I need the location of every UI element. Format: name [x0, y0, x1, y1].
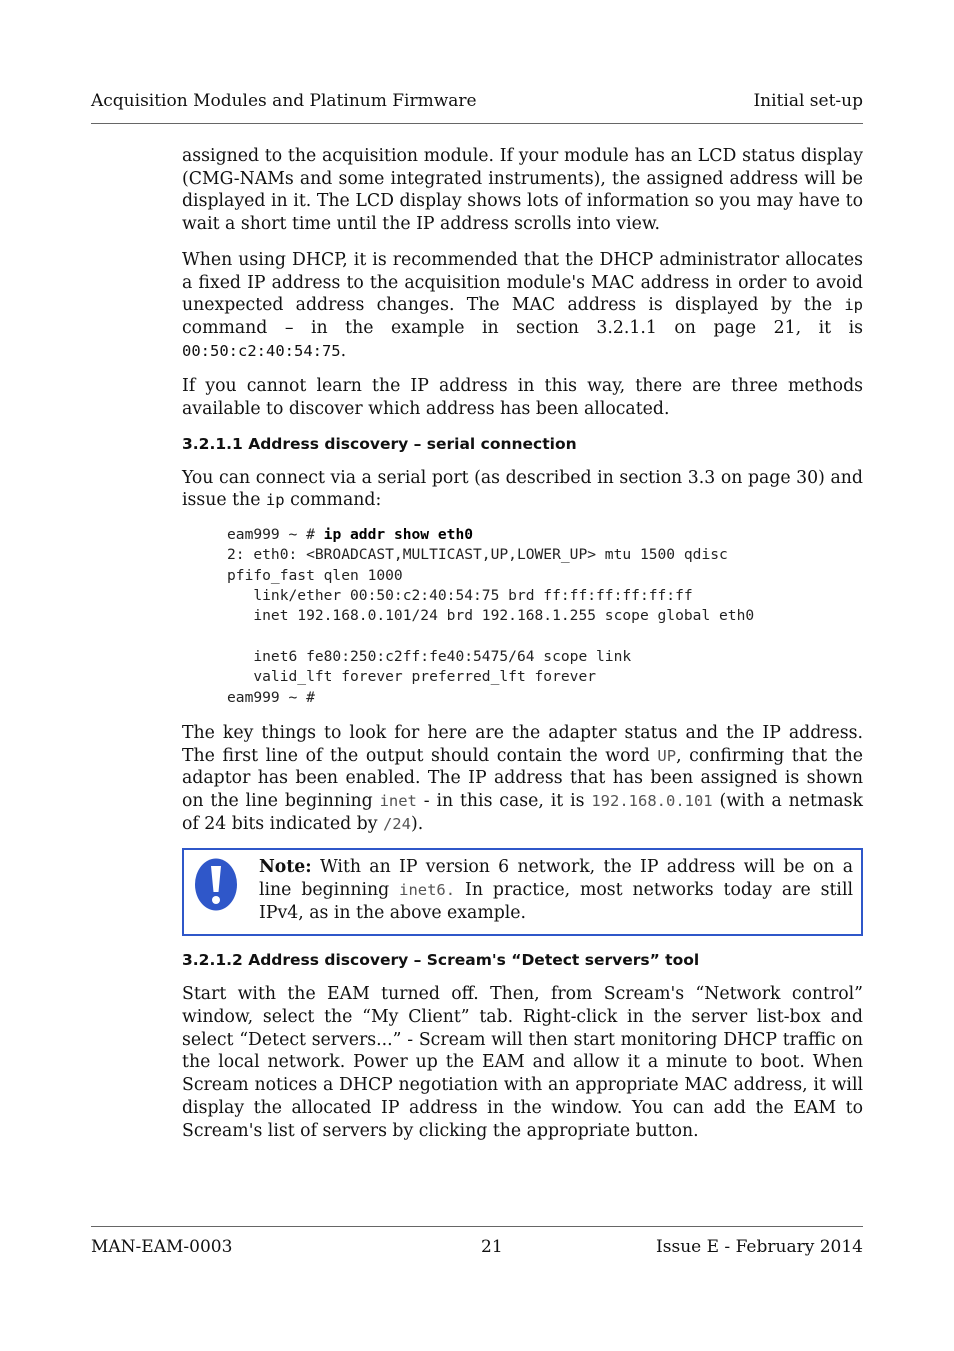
document-id: MAN-EAM-0003	[91, 1237, 233, 1257]
code-command: ip addr show eth0	[323, 526, 474, 544]
page-header	[91, 90, 863, 124]
issue-date: Issue E - February 2014	[656, 1237, 863, 1257]
paragraph: When using DHCP, it is recommended that the DHCP administrator allocates a fixed IP address to the acquisition module's MAC address in order to avoid unexpected address changes. The MAC address is displayed by the ip command – in the example in section 3.2.1.1 on page 21, it is 00:50:c2:40:54:75.	[182, 249, 863, 361]
paragraph: assigned to the acquisition module. If your module has an LCD status display (CMG-NAMs and some integrated instruments), the assigned address will be displayed in it. The LCD display shows lots of information so you may have to wait a short time until the IP address scrolls into view.	[182, 146, 863, 235]
paragraph: The key things to look for here are the adapter status and the IP address. The first line of the output should contain the word UP, confirming that the adaptor has been enabled. The IP address that has been assigned is shown on the line beginning inet - in this case, it is 192.168.0.101 (with a netmask of 24 bits indicated by /24).	[182, 722, 864, 834]
exclamation-icon	[194, 857, 238, 912]
header-title: Acquisition Modules and Platinum Firmware	[91, 91, 477, 111]
inline-code: inet6.	[399, 881, 456, 900]
inline-code: ip	[844, 296, 863, 315]
header-section: Initial set-up	[753, 91, 863, 111]
inline-code: ip	[265, 491, 285, 510]
paragraph: Start with the EAM turned off. Then, from Scream's “Network control” window, select the “My Client” tab. Right-click in the server list-box and select “Detect servers...” - Scream will then start monitoring DHCP traffic on the local network. Power up the EAM and allow it a minute to boot. When Scream notices a DHCP negotiation with an appropriate MAC address, it will display the allocated IP address in the window. You can add the EAM to Scream's list of servers by clicking the appropriate button.	[182, 984, 863, 1141]
section-heading: 3.2.1.1 Address discovery – serial connection	[182, 434, 577, 453]
inline-code: UP	[657, 746, 677, 765]
code-output: 2: eth0: <BROADCAST,MULTICAST,UP,LOWER_UP> mtu 1500 qdisc pfifo_fast qlen 1000 link/ether 00:50:c2:40:54:75 brd ff:ff:ff:ff:ff:ff inet 192.168.0.101/24 brd 192.168.1.255 scope global eth0 inet6 fe80:250:c2ff:fe40:5475/64 scope link valid_lft forever preferred_lft forever eam999 ~ #	[227, 546, 755, 706]
note-box	[182, 848, 863, 936]
note-label: Note:	[259, 857, 312, 878]
code-block: eam999 ~ # ip addr show eth0 2: eth0: <BROADCAST,MULTICAST,UP,LOWER_UP> mtu 1500 qdisc pfifo_fast qlen 1000 link/ether 00:50:c2:40:54:75 brd ff:ff:ff:ff:ff:ff inet 192.168.0.101/24 brd 192.168.1.255 scope global eth0 inet6 fe80:250:c2ff:fe40:5475/64 scope link valid_lft forever preferred_lft forever eam999 ~ #	[227, 526, 755, 706]
ip-address: 192.168.0.101	[591, 791, 713, 810]
mac-address: 00:50:c2:40:54:75	[182, 341, 341, 360]
paragraph: If you cannot learn the IP address in this way, there are three methods available to discover which address has been allocated.	[182, 376, 863, 420]
page-body	[182, 145, 863, 1155]
inline-code: /24	[382, 814, 411, 833]
note-text: Note: With an IP version 6 network, the IP address will be on a line beginning inet6. In practice, most networks today are still IPv4, as in the above example.	[259, 857, 853, 923]
paragraph: You can connect via a serial port (as described in section 3.3 on page 30) and issue the ip command:	[182, 467, 863, 511]
section-heading: 3.2.1.2 Address discovery – Scream's “Detect servers” tool	[182, 951, 700, 970]
page-number: 21	[481, 1237, 503, 1257]
inline-code: inet	[379, 791, 417, 810]
page-footer	[91, 1226, 863, 1257]
